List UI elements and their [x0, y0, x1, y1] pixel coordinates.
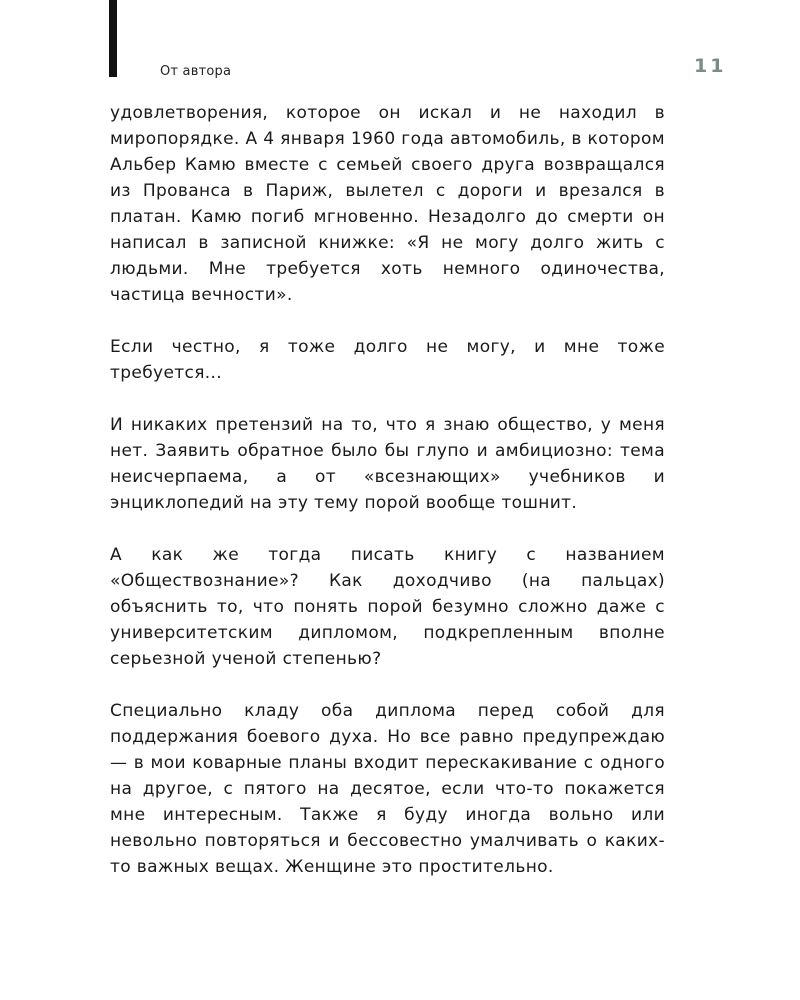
paragraph-4: А как же тогда писать книгу с названием «Обществознание»? Как доходчиво (на пальцах) объяснить то, что понять порой безумно сложно даже с университетским дипломом, подкрепленным вполне серьезной ученой степенью?	[110, 545, 665, 669]
body-text	[110, 100, 665, 880]
paragraph-2: Если честно, я тоже долго не могу, и мне тоже требуется...	[110, 337, 665, 383]
page-number: 11	[694, 55, 727, 77]
running-header: От автора	[160, 64, 232, 79]
paragraph-3: И никаких претензий на то, что я знаю общество, у меня нет. Заявить обратное было бы глупо и амбициозно: тема неисчерпаема, а от «всезнающих» учебников и энциклопедий на эту тему порой вообще тошнит.	[110, 415, 665, 513]
paragraph-5: Специально кладу оба диплома перед собой для поддержания боевого духа. Но все равно предупреждаю — в мои коварные планы входит перескакивание с одного на другое, с пятого на десятое, если что-то покажется мне интересным. Также я буду иногда вольно или невольно повторяться и бессовестно умалчивать о каких-то важных вещах. Женщине это простительно.	[110, 701, 665, 877]
paragraph-1: удовлетворения, которое он искал и не находил в миропорядке. А 4 января 1960 года автомобиль, в котором Альбер Камю вместе с семьей своего друга возвращался из Прованса в Париж, вылетел с дороги и врезался в платан. Камю погиб мгновенно. Незадолго до смерти он написал в записной книжке: «Я не могу долго жить с людьми. Мне требуется хоть немного одиночества, частица вечности».	[110, 103, 665, 305]
page-marker-bar	[109, 0, 117, 77]
